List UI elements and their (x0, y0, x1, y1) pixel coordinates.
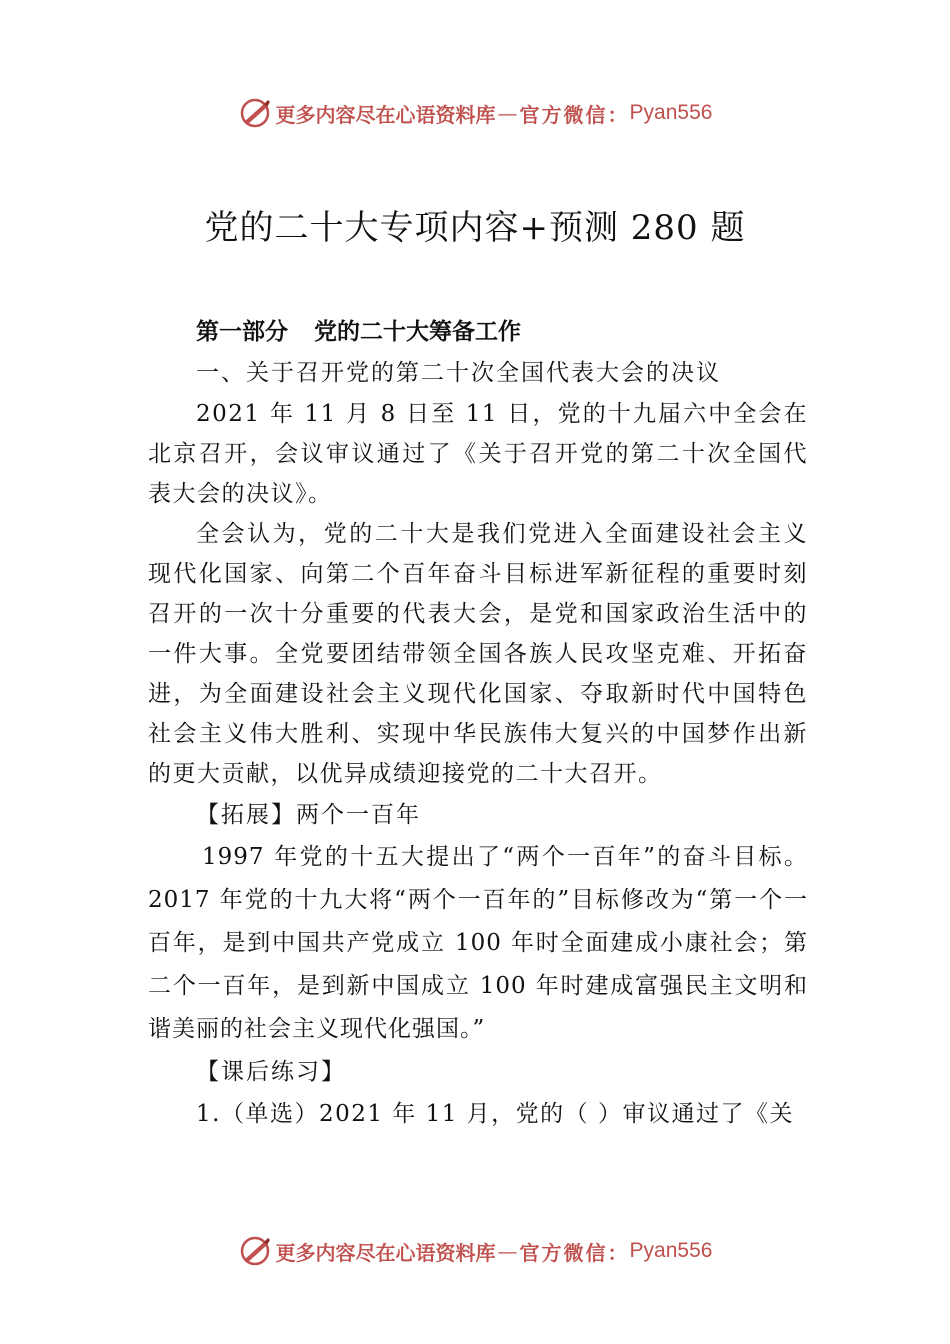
watermark-text: 更多内容尽在心语资料库 (275, 102, 496, 127)
watermark-separator: — (497, 101, 518, 125)
watermark-wechat-id: Pyan556 (629, 1239, 713, 1262)
extend-label: 【拓展】两个一百年 (196, 802, 421, 828)
paragraph-1: 2021 年 11 月 8 日至 11 日，党的十九届六中全会在北京召开，会议审议通过了《关于召开党的第二十次全国代表大会的决议》。 (148, 401, 808, 507)
watermark-text: 更多内容尽在心语资料库 (275, 1240, 496, 1265)
watermark-wechat-id: Pyan556 (629, 101, 713, 124)
watermark-separator: — (497, 1239, 518, 1263)
part-heading (148, 312, 808, 352)
question-1: 1.（单选）2021 年 11 月，党的（ ）审议通过了《关 (196, 1101, 794, 1127)
pen-logo-icon (238, 96, 272, 130)
watermark-label: 官方微信： (519, 102, 630, 127)
watermark-footer (0, 1234, 950, 1268)
watermark-label: 官方微信： (519, 1240, 630, 1265)
section-heading: 一、关于召开党的第二十次全国代表大会的决议 (196, 360, 721, 386)
watermark-header (0, 96, 950, 130)
document-title: 党的二十大专项内容+预测 280 题 (204, 208, 746, 248)
pen-logo-icon (238, 1234, 272, 1268)
part-label: 第一部分 (196, 319, 288, 345)
part-title: 党的二十大筹备工作 (314, 319, 521, 345)
paragraph-2: 全会认为，党的二十大是我们党进入全面建设社会主义现代化国家、向第二个百年奋斗目标进军新征程的重要时刻召开的一次十分重要的代表大会，是党和国家政治生活中的一件大事。全党要团结带领全国各族人民攻坚克难、开拓奋进，为全面建设社会主义现代化国家、夺取新时代中国特色社会主义伟大胜利、实现中华民族伟大复兴的中国梦作出新的更大贡献，以优异成绩迎接党的二十大召开。 (148, 521, 808, 787)
practice-label: 【课后练习】 (196, 1059, 346, 1085)
document-body (148, 312, 808, 1135)
paragraph-3: 1997 年党的十五大提出了“两个一百年”的奋斗目标。2017 年党的十九大将“两个一百年的”目标修改为“第一个一百年，是到中国共产党成立 100 年时全面建成小康社会；第二个一百年，是到新中国成立 100 年时建成富强民主文明和谐美丽的社会主义现代化强国。” (148, 844, 808, 1042)
